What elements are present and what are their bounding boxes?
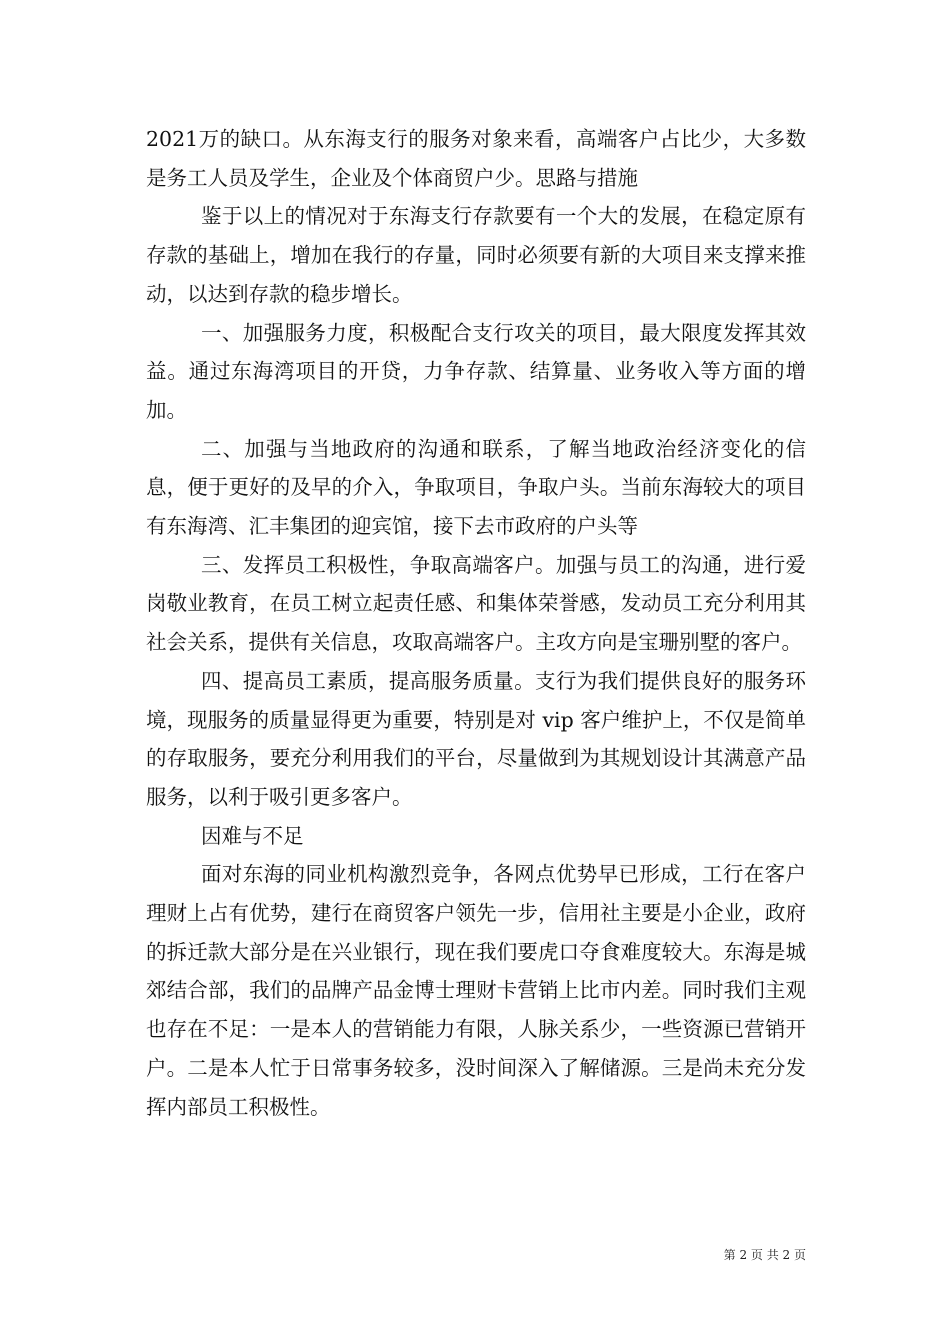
paragraph-strategy: 鉴于以上的情况对于东海支行存款要有一个大的发展，在稳定原有存款的基础上，增加在我行的存量，同时必须要有新的大项目来支撑来推动，以达到存款的稳步增长。 xyxy=(146,204,806,306)
paragraph-difficulties: 面对东海的同业机构激烈竞争，各网点优势早已形成，工行在客户理财上占有优势，建行在商贸客户领先一步，信用社主要是小企业，政府的拆迁款大部分是在兴业银行，现在我们要虎口夺食难度较大。东海是城郊结合部，我们的品牌产品金博士理财卡营销上比市内差。同时我们主观也存在不足：一是本人的营销能力有限，人脉关系少，一些资源已营销开户。二是本人忙于日常事务较多，没时间深入了解储源。三是尚未充分发挥内部员工积极性。 xyxy=(146,862,806,1119)
paragraph-measure-4: 四、提高员工素质，提高服务质量。支行为我们提供良好的服务环境，现服务的质量显得更为重要，特别是对 vip 客户维护上，不仅是简单的存取服务，要充分利用我们的平台，尽量做到为其规划设计其满意产品服务，以利于吸引更多客户。 xyxy=(146,668,806,809)
paragraph-measure-2: 二、加强与当地政府的沟通和联系，了解当地政治经济变化的信息，便于更好的及早的介入，争取项目，争取户头。当前东海较大的项目有东海湾、汇丰集团的迎宾馆，接下去市政府的户头等 xyxy=(146,436,806,539)
section-heading-difficulties: 因难与不足 xyxy=(201,823,304,848)
paragraph-measure-1: 一、加强服务力度，积极配合支行攻关的项目，最大限度发挥其效益。通过东海湾项目的开贷，力争存款、结算量、业务收入等方面的增加。 xyxy=(146,320,806,422)
paragraph-intro-gap: 2021万的缺口。从东海支行的服务对象来看，高端客户占比少，大多数是务工人员及学生，企业及个体商贸户少。思路与措施 xyxy=(146,127,806,190)
paragraph-measure-3: 三、发挥员工积极性，争取高端客户。加强与员工的沟通，进行爱岗敬业教育，在员工树立起责任感、和集体荣誉感，发动员工充分利用其社会关系，提供有关信息，攻取高端客户。主攻方向是宝珊别墅的客户。 xyxy=(146,552,806,655)
page-number-footer: 第 2 页 共 2 页 xyxy=(723,1248,806,1262)
document-body xyxy=(146,120,806,1126)
